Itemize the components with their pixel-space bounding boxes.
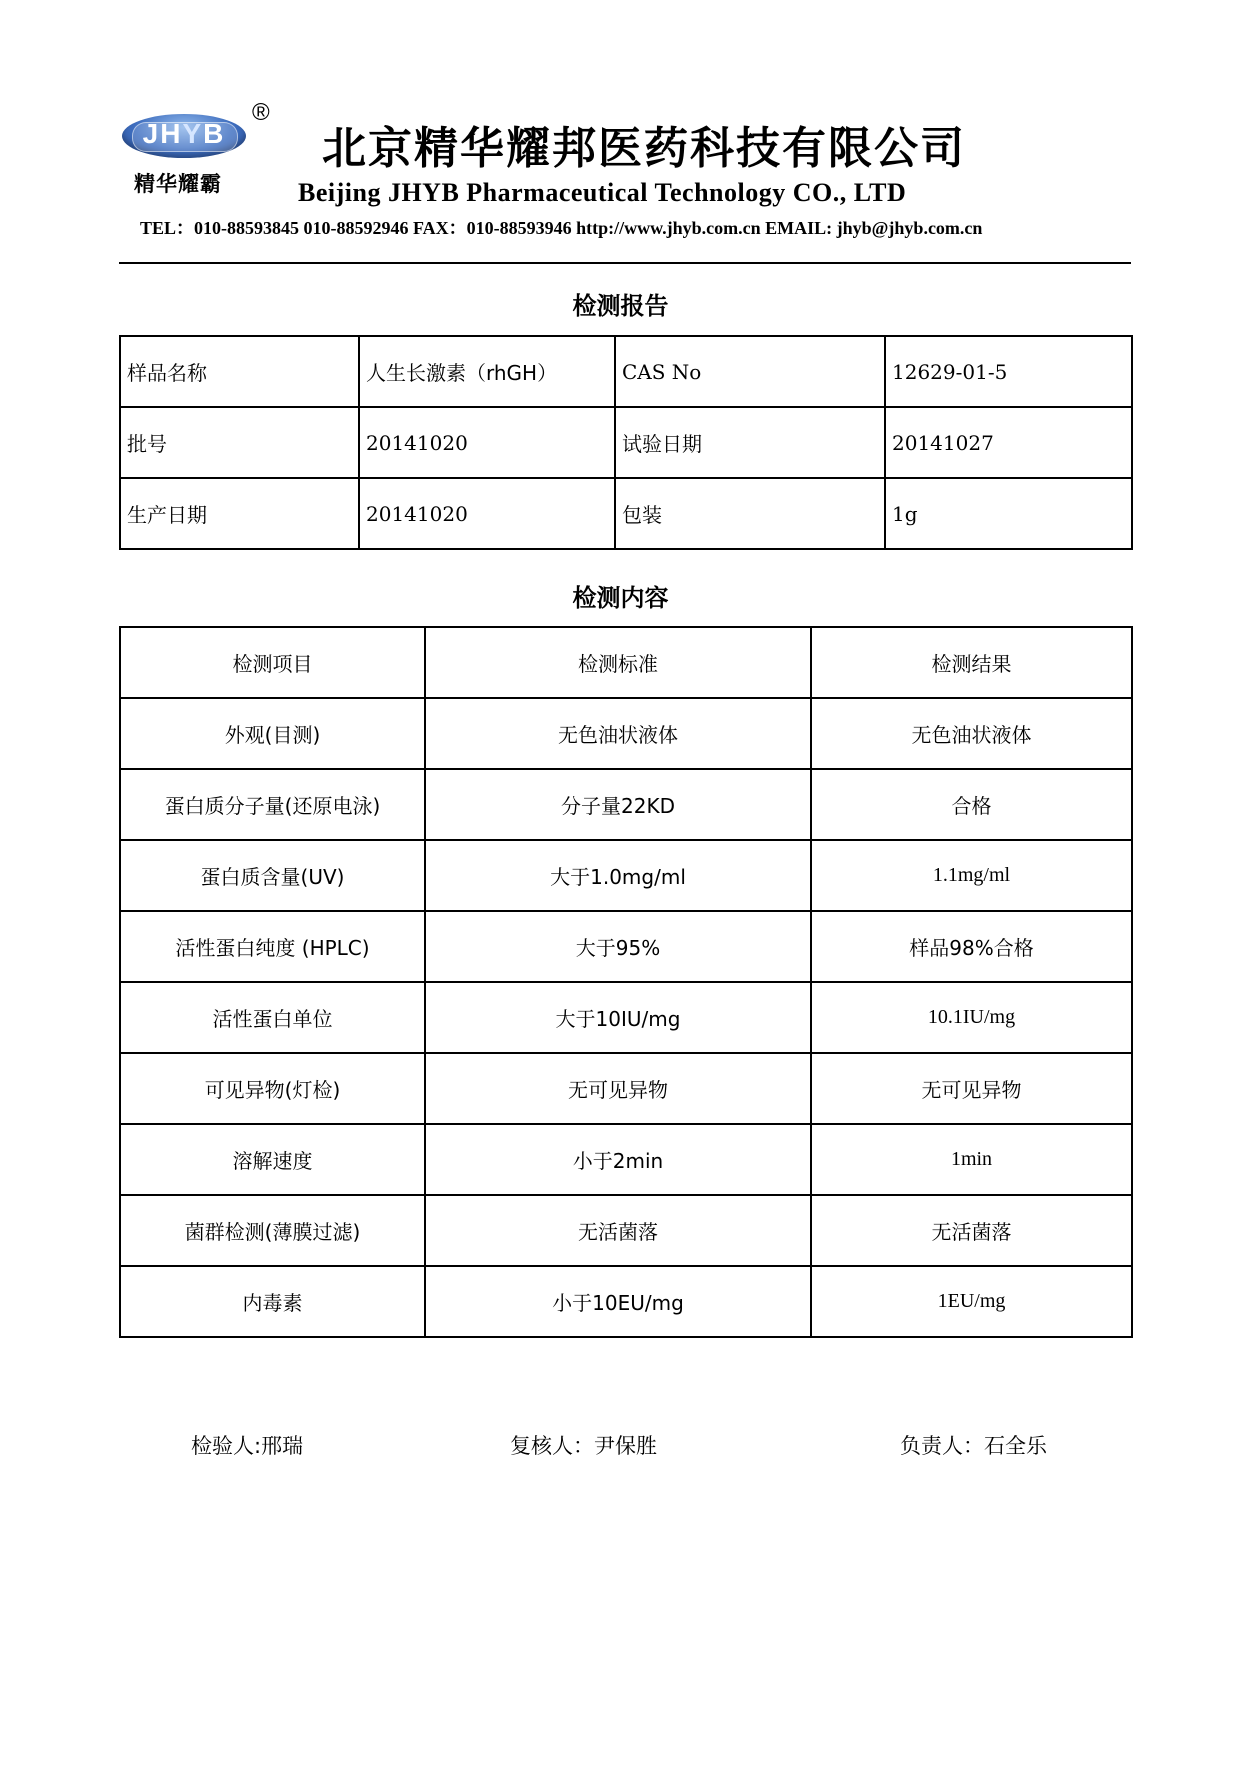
table-row — [120, 1266, 1132, 1337]
column-header-item: 检测项目 — [120, 627, 425, 698]
test-item: 外观(目测) — [120, 698, 425, 769]
logo-letter-h: H — [160, 118, 183, 149]
logo-letter-b: B — [203, 118, 226, 149]
test-standard: 小于10EU/mg — [425, 1266, 811, 1337]
info-label: CAS No — [615, 336, 885, 407]
logo-letter-j: J — [142, 118, 161, 149]
info-value: 20141020 — [359, 407, 615, 478]
table-row — [120, 1053, 1132, 1124]
test-item: 活性蛋白纯度 (HPLC) — [120, 911, 425, 982]
test-result: 无色油状液体 — [811, 698, 1132, 769]
info-value: 20141020 — [359, 478, 615, 549]
test-standard: 无可见异物 — [425, 1053, 811, 1124]
test-result: 10.1IU/mg — [811, 982, 1132, 1053]
table-row — [120, 982, 1132, 1053]
reviewer-signature: 复核人：尹保胜 — [510, 1434, 657, 1458]
info-label: 样品名称 — [120, 336, 359, 407]
test-result: 无活菌落 — [811, 1195, 1132, 1266]
info-label: 生产日期 — [120, 478, 359, 549]
info-label: 试验日期 — [615, 407, 885, 478]
test-result: 无可见异物 — [811, 1053, 1132, 1124]
table-header-row — [120, 627, 1132, 698]
table-row — [120, 911, 1132, 982]
info-label: 包装 — [615, 478, 885, 549]
company-name-chinese: 北京精华耀邦医药科技有限公司 — [322, 123, 966, 174]
test-result: 1min — [811, 1124, 1132, 1195]
test-item: 可见异物(灯检) — [120, 1053, 425, 1124]
info-value: 20141027 — [885, 407, 1132, 478]
test-standard: 无活菌落 — [425, 1195, 811, 1266]
test-results-table — [119, 626, 1133, 1338]
info-label: 批号 — [120, 407, 359, 478]
test-standard: 大于1.0mg/ml — [425, 840, 811, 911]
info-row-batch — [120, 407, 1132, 478]
info-row-production — [120, 478, 1132, 549]
company-logo — [122, 100, 282, 200]
contact-line: TEL：010-88593845 010-88592946 FAX：010-88593946 http://www.jhyb.com.cn EMAIL: jhyb@jhyb.com.cn — [140, 218, 983, 238]
info-row-sample — [120, 336, 1132, 407]
test-standard: 大于10IU/mg — [425, 982, 811, 1053]
test-result: 1.1mg/ml — [811, 840, 1132, 911]
test-item: 溶解速度 — [120, 1124, 425, 1195]
test-item: 蛋白质分子量(还原电泳) — [120, 769, 425, 840]
test-item: 蛋白质含量(UV) — [120, 840, 425, 911]
test-standard: 大于95% — [425, 911, 811, 982]
table-row — [120, 1195, 1132, 1266]
report-title: 检测报告 — [572, 292, 669, 320]
responsible-signature: 负责人：石全乐 — [900, 1434, 1047, 1458]
test-standard: 小于2min — [425, 1124, 811, 1195]
content-title: 检测内容 — [572, 584, 669, 612]
sample-info-table — [119, 335, 1133, 550]
registered-mark: ® — [252, 99, 270, 126]
info-value: 1g — [885, 478, 1132, 549]
column-header-standard: 检测标准 — [425, 627, 811, 698]
info-value: 12629-01-5 — [885, 336, 1132, 407]
table-row — [120, 698, 1132, 769]
logo-letters — [122, 118, 246, 150]
logo-letter-y: Y — [182, 118, 204, 149]
company-name-english: Beijing JHYB Pharmaceutical Technology CO., LTD — [298, 178, 907, 207]
table-row — [120, 840, 1132, 911]
column-header-result: 检测结果 — [811, 627, 1132, 698]
test-result: 合格 — [811, 769, 1132, 840]
test-item: 活性蛋白单位 — [120, 982, 425, 1053]
table-row — [120, 1124, 1132, 1195]
info-value: 人生长激素（rhGH） — [359, 336, 615, 407]
test-item: 内毒素 — [120, 1266, 425, 1337]
test-result: 样品98%合格 — [811, 911, 1132, 982]
test-result: 1EU/mg — [811, 1266, 1132, 1337]
test-standard: 分子量22KD — [425, 769, 811, 840]
test-item: 菌群检测(薄膜过滤) — [120, 1195, 425, 1266]
logo-chinese-name: 精华耀霸 — [134, 172, 222, 196]
inspector-signature: 检验人:邢瑞 — [191, 1434, 304, 1458]
test-standard: 无色油状液体 — [425, 698, 811, 769]
table-row — [120, 769, 1132, 840]
header-divider — [119, 262, 1131, 264]
